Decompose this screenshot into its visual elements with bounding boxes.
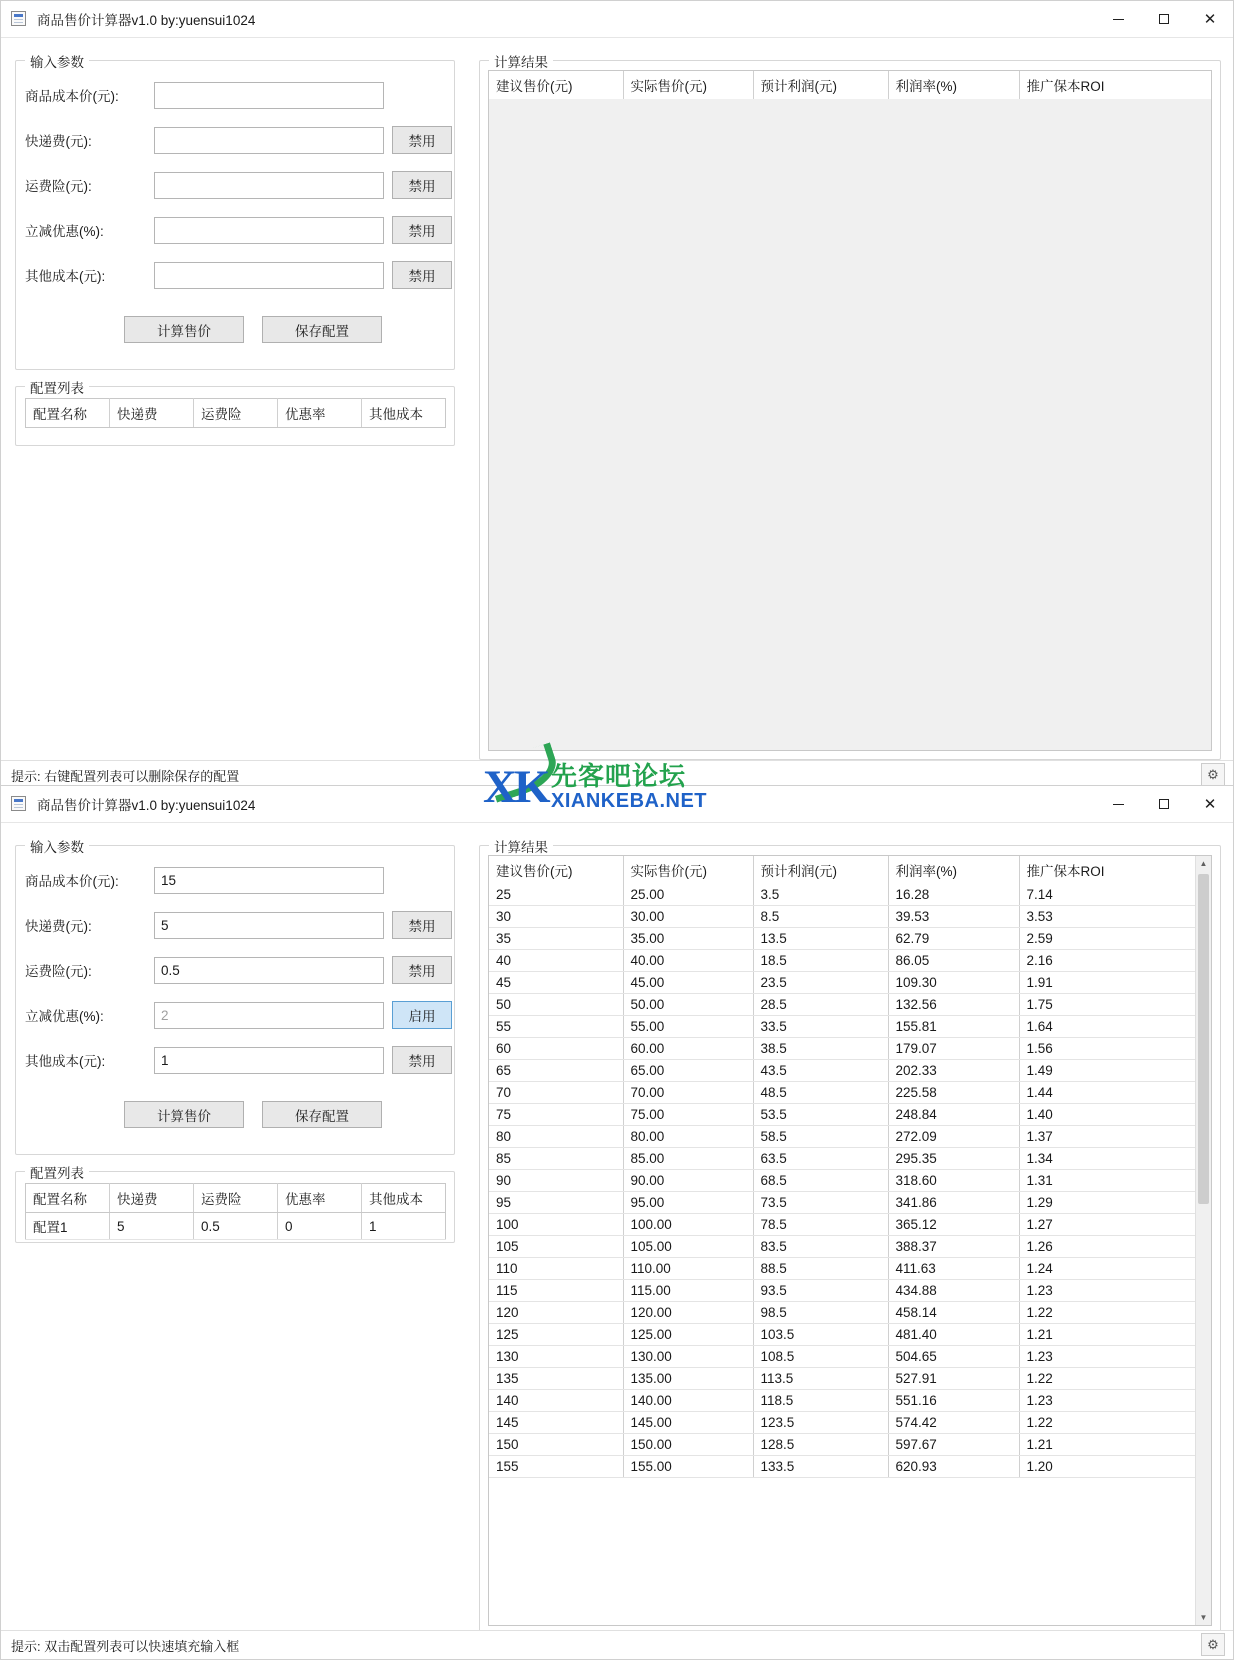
table-cell: 98.5 [753,1302,888,1324]
table-cell: 1.22 [1019,1368,1211,1390]
table-cell: 202.33 [888,1060,1019,1082]
table-cell: 133.5 [753,1456,888,1478]
table-cell: 75 [489,1104,623,1126]
field-discount-rate-filled [25,1001,452,1029]
table-cell: 90 [489,1170,623,1192]
table-cell: 1.21 [1019,1434,1211,1456]
table-cell: 1.22 [1019,1412,1211,1434]
config-col-name[interactable]: 配置名称 [26,1184,110,1213]
table-cell: 155.81 [888,1016,1019,1038]
table-row[interactable] [489,884,1211,906]
status-hint-bottom: 提示: 双击配置列表可以快速填充输入框 [11,1638,240,1654]
config-col-insurance[interactable]: 运费险 [194,1184,278,1213]
result-col-breakeven-roi[interactable]: 推广保本ROI [1019,856,1211,885]
table-cell: 179.07 [888,1038,1019,1060]
config-col-discount[interactable]: 优惠率 [278,1184,362,1213]
table-cell: 85 [489,1148,623,1170]
table-cell: 120.00 [623,1302,753,1324]
table-cell: 3.5 [753,884,888,906]
table-cell: 2.16 [1019,950,1211,972]
table-cell: 130 [489,1346,623,1368]
status-hint-top: 提示: 右键配置列表可以删除保存的配置 [11,768,240,784]
save-config-button[interactable]: 保存配置 [262,316,382,343]
table-row[interactable] [489,906,1211,928]
input-discount-rate[interactable] [154,217,384,244]
result-header-row [489,71,1211,100]
result-scrollbar[interactable] [1195,856,1211,1625]
table-row[interactable] [489,1038,1211,1060]
field-label-shipping-fee: 快递费(元): [25,134,92,149]
table-cell: 62.79 [888,928,1019,950]
window-title: 商品售价计算器v1.0 by:yuensui1024 [37,13,256,28]
table-row[interactable] [489,1236,1211,1258]
table-cell: 85.00 [623,1148,753,1170]
field-label-discount-rate: 立减优惠(%): [25,1009,104,1024]
table-row[interactable] [489,1280,1211,1302]
table-cell: 95.00 [623,1192,753,1214]
window-title-filled: 商品售价计算器v1.0 by:yuensui1024 [37,798,256,813]
table-cell: 16.28 [888,884,1019,906]
table-cell: 68.5 [753,1170,888,1192]
result-header-table-empty [489,71,1211,100]
table-cell: 65 [489,1060,623,1082]
table-cell: 70 [489,1082,623,1104]
result-legend-filled: 计算结果 [489,836,553,856]
table-cell: 18.5 [753,950,888,972]
table-cell: 88.5 [753,1258,888,1280]
table-row[interactable] [489,1258,1211,1280]
minimize-button[interactable] [1095,1,1141,37]
table-cell: 597.67 [888,1434,1019,1456]
table-cell: 1.27 [1019,1214,1211,1236]
field-shipping-insurance-filled [25,956,452,984]
table-cell: 100 [489,1214,623,1236]
table-cell: 113.5 [753,1368,888,1390]
table-cell: 411.63 [888,1258,1019,1280]
input-discount-rate[interactable] [154,1002,384,1029]
field-cost-price [25,81,384,109]
table-cell: 1.31 [1019,1170,1211,1192]
result-body-empty[interactable] [489,99,1211,750]
table-row[interactable] [489,1302,1211,1324]
window-content [1,38,1233,789]
table-cell: 35 [489,928,623,950]
close-button-filled[interactable] [1187,786,1233,822]
table-cell: 551.16 [888,1390,1019,1412]
config-list-legend-filled: 配置列表 [25,1162,89,1182]
table-cell: 150.00 [623,1434,753,1456]
table-cell: 225.58 [888,1082,1019,1104]
table-cell: 25.00 [623,884,753,906]
input-parameters-group [15,55,455,370]
table-row[interactable] [489,1170,1211,1192]
watermark-mark: XK [483,761,548,813]
input-other-cost[interactable] [154,1047,384,1074]
input-shipping-insurance[interactable] [154,172,384,199]
table-cell: 100.00 [623,1214,753,1236]
table-cell: 128.5 [753,1434,888,1456]
table-cell: 130.00 [623,1346,753,1368]
table-cell: 365.12 [888,1214,1019,1236]
result-col-profit-rate[interactable]: 利润率(%) [888,71,1019,100]
table-cell: 1.64 [1019,1016,1211,1038]
toggle-other-cost-button[interactable]: 禁用 [392,1046,452,1074]
watermark-subtitle: XIANKEBA.NET [551,790,708,812]
table-cell: 1.20 [1019,1456,1211,1478]
table-cell: 115 [489,1280,623,1302]
scrollbar-thumb[interactable] [1198,874,1209,1204]
config-table[interactable] [25,398,446,428]
table-cell: 132.56 [888,994,1019,1016]
table-row[interactable] [489,1456,1211,1478]
table-cell: 55.00 [623,1016,753,1038]
save-config-button[interactable]: 保存配置 [262,1101,382,1128]
result-area-empty[interactable] [488,70,1212,751]
table-cell: 53.5 [753,1104,888,1126]
table-cell: 43.5 [753,1060,888,1082]
table-cell: 75.00 [623,1104,753,1126]
table-cell: 140.00 [623,1390,753,1412]
table-cell: 1.21 [1019,1324,1211,1346]
table-cell: 1.29 [1019,1192,1211,1214]
table-cell: 125.00 [623,1324,753,1346]
table-cell: 78.5 [753,1214,888,1236]
table-row[interactable] [489,928,1211,950]
result-table-filled[interactable] [489,884,1211,1478]
table-cell: 109.30 [888,972,1019,994]
input-shipping-fee[interactable] [154,912,384,939]
table-cell: 118.5 [753,1390,888,1412]
field-label-shipping-insurance: 运费险(元): [25,964,92,979]
table-cell: 63.5 [753,1148,888,1170]
table-cell: 1.22 [1019,1302,1211,1324]
table-cell: 155 [489,1456,623,1478]
table-cell: 481.40 [888,1324,1019,1346]
table-cell: 50.00 [623,994,753,1016]
table-cell: 1.34 [1019,1148,1211,1170]
table-row[interactable] [489,1324,1211,1346]
config-list-group-filled [15,1166,455,1243]
titlebar-filled [1,786,1233,823]
table-row[interactable] [489,1412,1211,1434]
field-label-shipping-fee: 快递费(元): [25,919,92,934]
table-row[interactable] [489,1214,1211,1236]
table-cell: 103.5 [753,1324,888,1346]
config-table-wrap[interactable] [25,398,445,428]
table-cell: 1.56 [1019,1038,1211,1060]
input-shipping-insurance[interactable] [154,957,384,984]
table-cell: 458.14 [888,1302,1019,1324]
table-cell: 272.09 [888,1126,1019,1148]
input-actions-filled [124,1101,382,1128]
config-col-insurance[interactable]: 运费险 [194,399,278,428]
table-cell: 145.00 [623,1412,753,1434]
spreadsheet-icon [11,11,28,28]
table-cell: 125 [489,1324,623,1346]
table-cell: 13.5 [753,928,888,950]
result-table-body[interactable] [489,884,1211,1478]
config-col-discount[interactable]: 优惠率 [278,399,362,428]
table-cell: 40 [489,950,623,972]
table-cell: 38.5 [753,1038,888,1060]
toggle-shipping-fee-button[interactable]: 禁用 [392,126,452,154]
table-cell: 90.00 [623,1170,753,1192]
table-cell: 434.88 [888,1280,1019,1302]
table-cell: 1.91 [1019,972,1211,994]
table-cell: 1.75 [1019,994,1211,1016]
table-cell: 110 [489,1258,623,1280]
table-row[interactable] [489,1060,1211,1082]
app-window-empty [0,0,1234,790]
table-cell: 80 [489,1126,623,1148]
table-cell: 574.42 [888,1412,1019,1434]
table-cell: 45.00 [623,972,753,994]
table-cell: 5 [110,1213,194,1240]
table-cell: 295.35 [888,1148,1019,1170]
table-cell: 60.00 [623,1038,753,1060]
watermark-title: 先客吧论坛 [551,761,687,791]
table-cell: 45 [489,972,623,994]
config-col-shipping[interactable]: 快递费 [110,1184,194,1213]
table-row[interactable] [489,1434,1211,1456]
result-area-filled[interactable] [488,855,1212,1626]
table-cell: 1.23 [1019,1390,1211,1412]
calculate-price-button[interactable]: 计算售价 [124,316,244,343]
table-cell: 30 [489,906,623,928]
result-col-actual-price[interactable]: 实际售价(元) [623,71,753,100]
input-cost-price[interactable] [154,867,384,894]
toggle-shipping-fee-button[interactable]: 禁用 [392,911,452,939]
table-cell: 60 [489,1038,623,1060]
table-cell: 145 [489,1412,623,1434]
field-label-shipping-insurance: 运费险(元): [25,179,92,194]
table-row[interactable] [489,1016,1211,1038]
statusbar-bottom [1,1630,1233,1659]
table-row[interactable] [489,1192,1211,1214]
table-cell: 25 [489,884,623,906]
table-row[interactable] [489,950,1211,972]
config-table-filled[interactable] [25,1183,446,1240]
config-col-shipping[interactable]: 快递费 [110,399,194,428]
result-legend: 计算结果 [489,51,553,71]
input-shipping-fee[interactable] [154,127,384,154]
table-cell: 3.53 [1019,906,1211,928]
config-table-wrap-filled[interactable] [25,1183,445,1240]
result-group [479,55,1221,760]
table-cell: 80.00 [623,1126,753,1148]
app-window-filled [0,785,1234,1660]
table-cell: 135 [489,1368,623,1390]
result-header-row [489,856,1211,885]
result-col-suggested-price[interactable]: 建议售价(元) [489,856,623,885]
table-row[interactable] [489,994,1211,1016]
close-icon: ✕ [1203,10,1217,28]
input-other-cost[interactable] [154,262,384,289]
toggle-other-cost-button[interactable]: 禁用 [392,261,452,289]
table-cell: 83.5 [753,1236,888,1258]
table-cell: 504.65 [888,1346,1019,1368]
result-col-expected-profit[interactable]: 预计利润(元) [753,71,888,100]
toggle-shipping-insurance-button[interactable]: 禁用 [392,171,452,199]
toggle-shipping-insurance-button[interactable]: 禁用 [392,956,452,984]
table-row[interactable] [489,1104,1211,1126]
close-icon: ✕ [1203,795,1217,813]
table-row[interactable] [26,1213,446,1240]
scroll-up-icon[interactable]: ▲ [1199,859,1208,868]
table-cell: 48.5 [753,1082,888,1104]
table-cell: 150 [489,1434,623,1456]
table-cell: 55 [489,1016,623,1038]
table-cell: 58.5 [753,1126,888,1148]
table-cell: 341.86 [888,1192,1019,1214]
table-cell: 40.00 [623,950,753,972]
table-row[interactable] [489,1390,1211,1412]
field-shipping-fee-filled [25,911,452,939]
table-cell: 110.00 [623,1258,753,1280]
table-cell: 620.93 [888,1456,1019,1478]
table-cell: 86.05 [888,950,1019,972]
table-cell: 1.24 [1019,1258,1211,1280]
close-button[interactable] [1187,1,1233,37]
table-cell: 248.84 [888,1104,1019,1126]
table-cell: 1.40 [1019,1104,1211,1126]
maximize-button[interactable] [1141,1,1187,37]
table-cell: 1.49 [1019,1060,1211,1082]
table-cell: 30.00 [623,906,753,928]
field-other-cost [25,261,452,289]
table-cell: 1.26 [1019,1236,1211,1258]
gear-icon[interactable]: ⚙ [1201,1633,1225,1656]
table-cell: 23.5 [753,972,888,994]
table-row[interactable] [489,1148,1211,1170]
toggle-discount-rate-button[interactable]: 启用 [392,1001,452,1029]
table-cell: 35.00 [623,928,753,950]
table-row[interactable] [489,1126,1211,1148]
table-cell: 70.00 [623,1082,753,1104]
table-cell: 527.91 [888,1368,1019,1390]
config-col-name[interactable]: 配置名称 [26,399,110,428]
table-cell: 123.5 [753,1412,888,1434]
config-list-legend: 配置列表 [25,377,89,397]
maximize-button-filled[interactable] [1141,786,1187,822]
table-cell: 1.37 [1019,1126,1211,1148]
result-body-filled[interactable] [489,884,1211,1625]
result-col-profit-rate[interactable]: 利润率(%) [888,856,1019,885]
field-shipping-insurance [25,171,452,199]
config-table-header-row [26,1184,446,1213]
field-shipping-fee [25,126,452,154]
table-cell: 0 [278,1213,362,1240]
result-col-breakeven-roi[interactable]: 推广保本ROI [1019,71,1211,100]
table-cell: 0.5 [194,1213,278,1240]
field-cost-price-filled [25,866,384,894]
field-label-cost-price: 商品成本价(元): [25,89,119,104]
result-col-expected-profit[interactable]: 预计利润(元) [753,856,888,885]
field-label-other-cost: 其他成本(元): [25,269,106,284]
table-cell: 28.5 [753,994,888,1016]
field-label-other-cost: 其他成本(元): [25,1054,106,1069]
table-cell: 105 [489,1236,623,1258]
table-cell: 50 [489,994,623,1016]
result-group-filled [479,840,1221,1635]
table-cell: 39.53 [888,906,1019,928]
table-cell: 7.14 [1019,884,1211,906]
table-row[interactable] [489,1346,1211,1368]
gear-icon[interactable]: ⚙ [1201,763,1225,786]
config-table-header-row [26,399,446,428]
table-cell: 配置1 [26,1213,110,1240]
table-cell: 65.00 [623,1060,753,1082]
config-list-group [15,381,455,446]
input-parameters-group-filled [15,840,455,1155]
table-cell: 95 [489,1192,623,1214]
table-cell: 120 [489,1302,623,1324]
input-parameters-legend-filled: 输入参数 [25,836,89,856]
result-col-suggested-price[interactable]: 建议售价(元) [489,71,623,100]
table-cell: 1.23 [1019,1346,1211,1368]
result-header-table-filled [489,856,1211,885]
table-row[interactable] [489,1082,1211,1104]
window-content-filled [1,823,1233,1659]
result-col-actual-price[interactable]: 实际售价(元) [623,856,753,885]
table-row[interactable] [489,972,1211,994]
table-cell: 135.00 [623,1368,753,1390]
table-cell: 155.00 [623,1456,753,1478]
table-cell: 2.59 [1019,928,1211,950]
table-cell: 8.5 [753,906,888,928]
table-cell: 388.37 [888,1236,1019,1258]
table-cell: 1.23 [1019,1280,1211,1302]
table-cell: 1.44 [1019,1082,1211,1104]
spreadsheet-icon [11,796,28,813]
field-discount-rate [25,216,452,244]
input-cost-price[interactable] [154,82,384,109]
scroll-down-icon[interactable]: ▼ [1199,1613,1208,1622]
table-cell: 93.5 [753,1280,888,1302]
table-cell: 108.5 [753,1346,888,1368]
table-cell: 105.00 [623,1236,753,1258]
config-col-other[interactable]: 其他成本 [362,1184,446,1213]
table-cell: 33.5 [753,1016,888,1038]
calculate-price-button[interactable]: 计算售价 [124,1101,244,1128]
table-cell: 1 [362,1213,446,1240]
toggle-discount-rate-button[interactable]: 禁用 [392,216,452,244]
input-actions [124,316,382,343]
minimize-button-filled[interactable] [1095,786,1141,822]
titlebar [1,1,1233,38]
input-parameters-legend: 输入参数 [25,51,89,71]
config-col-other[interactable]: 其他成本 [362,399,446,428]
table-cell: 73.5 [753,1192,888,1214]
field-label-discount-rate: 立减优惠(%): [25,224,104,239]
table-cell: 318.60 [888,1170,1019,1192]
table-cell: 115.00 [623,1280,753,1302]
table-cell: 140 [489,1390,623,1412]
config-table-body-filled[interactable] [26,1213,446,1240]
table-row[interactable] [489,1368,1211,1390]
field-label-cost-price: 商品成本价(元): [25,874,119,889]
field-other-cost-filled [25,1046,452,1074]
